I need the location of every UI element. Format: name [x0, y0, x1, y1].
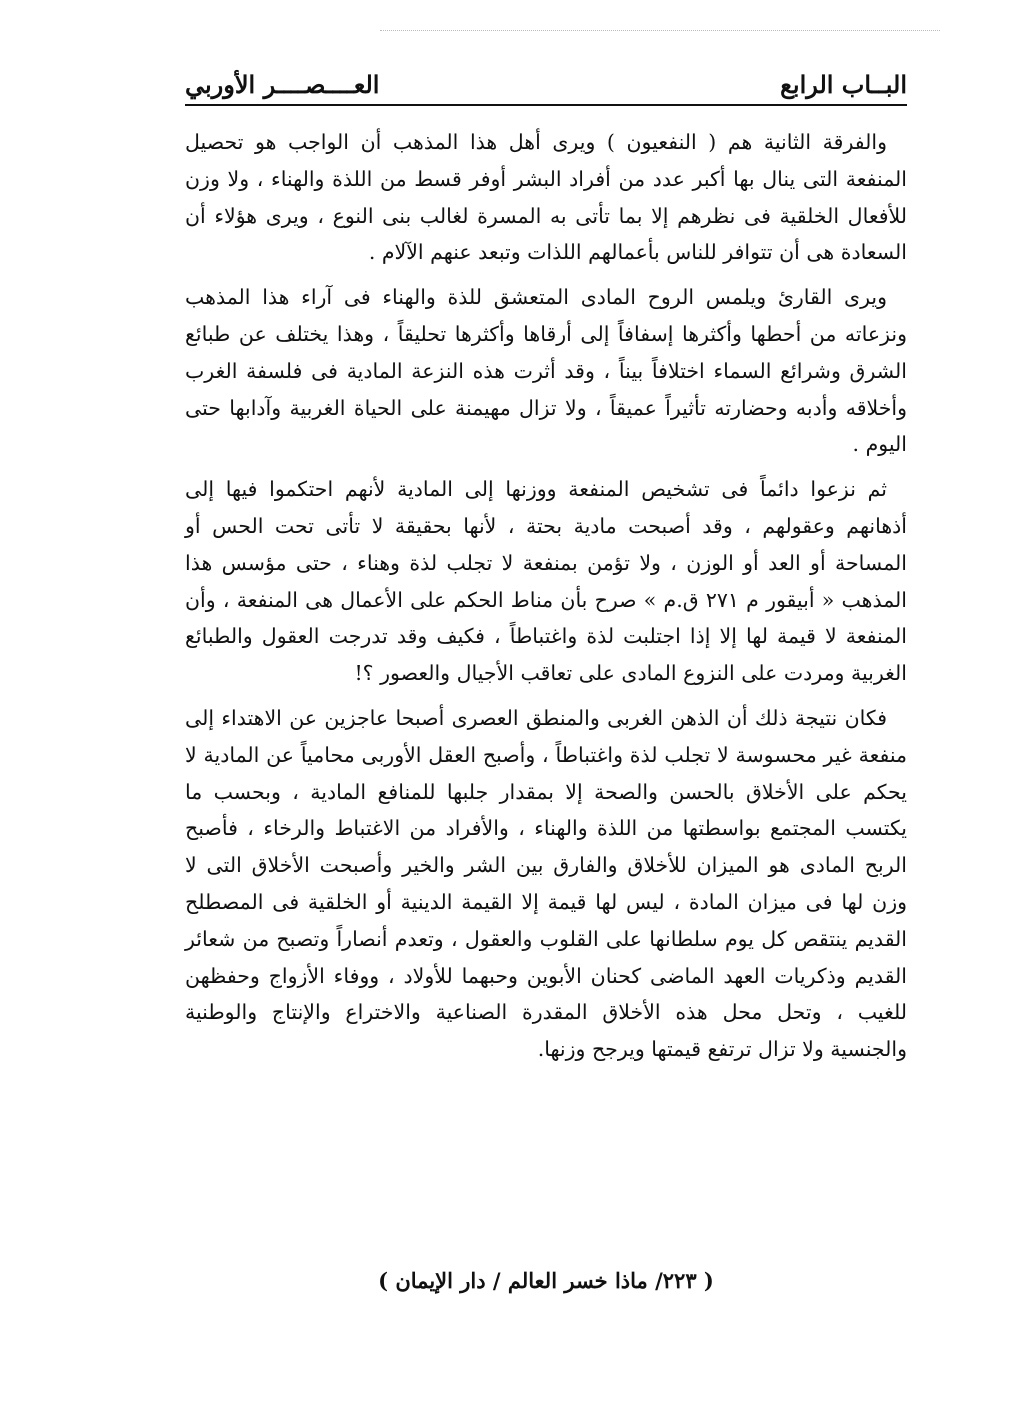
paragraph-4: فكان نتيجة ذلك أن الذهن الغربى والمنطق العصرى أصبحا عاجزين عن الاهتداء إلى منفعة غير محسوسة لا تجلب لذة واغتباطاً ، وأصبح العقل الأوربى محامياً عن المادية لا يحكم على الأخلاق بالحسن والصحة إلا بمقدار جلبها للمنافع المادية ، وبحسب ما يكتسب المجتمع بواسطتها من اللذة والهناء ، والأفراد من الاغتباط والرخاء ، فأصبح الربح المادى هو الميزان للأخلاق والفارق بين الشر والخير وأصبحت الأخلاق التى لا وزن لها فى ميزان المادة ، ليس لها قيمة إلا القيمة الدينية أو الخلقية فى المصطلح القديم ينتقص كل يوم سلطانها على القلوب والعقول ، وتعدم أنصاراً وتصبح من شعائر القديم وذكريات العهد الماضى كحنان الأبوين وحبهما للأولاد ، ووفاء الأزواج وحفظهن للغيب ، وتحل محل هذه الأخلاق المقدرة الصناعية والاختراع والإنتاج والوطنية والجنسية ولا تزال ترتفع قيمتها ويرجح وزنها.: [185, 705, 907, 1062]
scan-edge-line: [380, 30, 940, 31]
page-footer: ( ٢٢٣/ ماذا خسر العالم / دار الإيمان ): [378, 1268, 714, 1293]
body-text: [185, 124, 907, 1076]
paragraph-1: والفرقة الثانية هم ( النفعيون ) ويرى أهل هذا المذهب أن الواجب هو تحصيل المنفعة التى ينال بها أكبر عدد من أفراد البشر أوفر قسط من اللذة والهناء ، ولا وزن للأفعال الخلقية فى نظرهم إلا بما تأتى به المسرة لغالب بنى النوع ، ويرى هؤلاء أن السعادة هى أن تتوافر للناس بأعمالهم اللذات وتبعد عنهم الآلام .: [185, 130, 907, 265]
paragraph-3: ثم نزعوا دائماً فى تشخيص المنفعة ووزنها إلى المادية لأنهم احتكموا فيها إلى أذهانهم وعقولهم ، وقد أصبحت مادية بحتة ، لأنها بحقيقة لا تأتى تحت الحس أو المساحة أو العد أو الوزن ، ولا تؤمن بمنفعة لا تجلب لذة وهناء ، حتى مؤسس هذا المذهب « أبيقور م ٢٧١ ق.م » صرح بأن مناط الحكم على الأعمال هى المنفعة ، وأن المنفعة لا قيمة لها إلا إذا اجتلبت لذة واغتباطاً ، فكيف وقد تدرجت العقول والطبائع الغربية ومردت على النزوع المادى على تعاقب الأجيال والعصور ؟!: [185, 477, 907, 686]
header-chapter-title: البــاب الرابع: [780, 70, 907, 99]
paragraph-2: ويرى القارئ ويلمس الروح المادى المتعشق للذة والهناء فى آراء هذا المذهب ونزعاته من أحطها وأكثرها إسفافاً إلى أرقاها وأكثرها تحليقاً ، وهذا يختلف عن طبائع الشرق وشرائع السماء اختلافاً بيناً ، وقد أثرت هذه النزعة المادية فى فلسفة الغرب وأخلاقه وأدبه وحضارته تأثيراً عميقاً ، ولا تزال مهيمنة على الحياة الغربية وآدابها حتى اليوم .: [185, 285, 907, 457]
header-divider: [185, 104, 907, 106]
running-header: [185, 60, 907, 106]
header-section-title: العــــصــــر الأوربي: [185, 70, 380, 99]
